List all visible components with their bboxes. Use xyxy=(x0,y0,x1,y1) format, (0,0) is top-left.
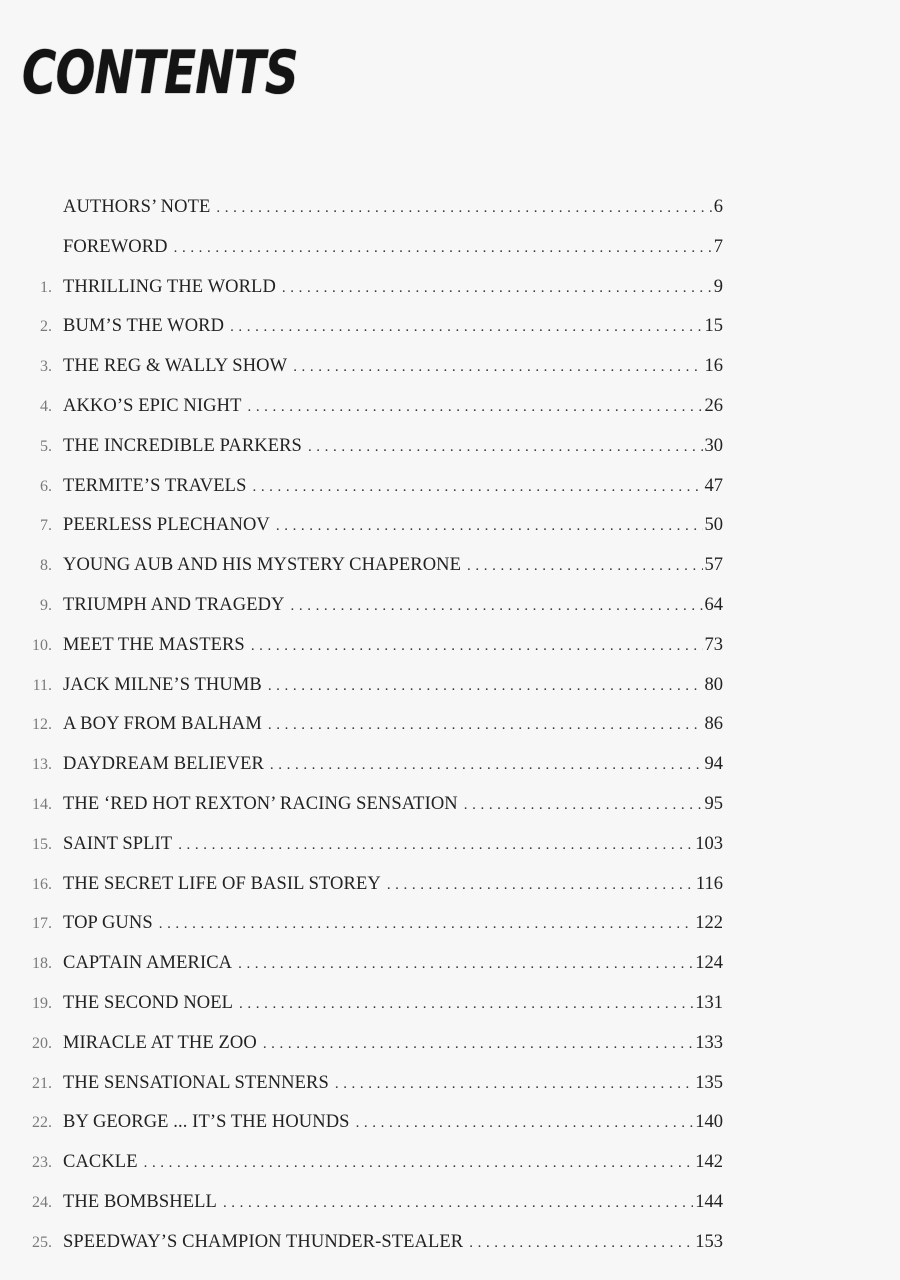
chapter-number: 12. xyxy=(32,716,52,734)
page-number: 140 xyxy=(695,1112,723,1133)
dot-leader xyxy=(263,1025,693,1065)
chapter-title: MEET THE MASTERS xyxy=(63,634,245,655)
chapter-number: 8. xyxy=(40,557,52,575)
toc-entry-line xyxy=(63,865,723,906)
toc-entry xyxy=(0,427,900,467)
chapter-number: 6. xyxy=(40,477,52,495)
dot-leader xyxy=(251,627,703,667)
toc-entry xyxy=(0,228,900,268)
chapter-title: THE SECOND NOEL xyxy=(63,992,234,1013)
toc-entry xyxy=(0,347,900,387)
toc-entry xyxy=(0,745,900,785)
chapter-number: 17. xyxy=(32,915,52,933)
dot-leader xyxy=(144,1144,694,1184)
chapter-title: DAYDREAM BELIEVER xyxy=(63,754,264,775)
toc-entry xyxy=(0,188,900,228)
toc-entry xyxy=(0,1024,900,1064)
page-number: 64 xyxy=(704,594,723,615)
chapter-title: THE ‘RED HOT REXTON’ RACING SENSATION xyxy=(63,793,458,814)
chapter-title: SAINT SPLIT xyxy=(63,833,173,854)
page-number: 7 xyxy=(713,236,723,257)
dot-leader xyxy=(464,786,703,826)
toc-entry-line xyxy=(63,944,723,985)
toc-entry xyxy=(0,1103,900,1143)
chapter-number: 25. xyxy=(32,1233,52,1251)
chapter-title: THE SENSATIONAL STENNERS xyxy=(63,1072,329,1093)
chapter-title: THE SECRET LIFE OF BASIL STOREY xyxy=(63,873,381,894)
chapter-title: SPEEDWAY’S CHAMPION THUNDER-STEALER xyxy=(63,1231,464,1252)
dot-leader xyxy=(268,706,703,746)
chapter-title: YOUNG AUB AND HIS MYSTERY CHAPERONE xyxy=(63,555,462,576)
page-number: 142 xyxy=(695,1152,723,1173)
chapter-title: CAPTAIN AMERICA xyxy=(63,953,233,974)
chapter-title: BY GEORGE ... IT’S THE HOUNDS xyxy=(63,1112,350,1133)
toc-entry-line xyxy=(63,785,723,826)
chapter-title: TRIUMPH AND TRAGEDY xyxy=(63,594,285,615)
toc-entry xyxy=(0,666,900,706)
chapter-number: 2. xyxy=(40,318,52,336)
chapter-title: FOREWORD xyxy=(63,236,168,257)
chapter-number: 14. xyxy=(32,795,52,813)
toc-entry xyxy=(0,467,900,507)
toc-entry xyxy=(0,268,900,308)
dot-leader xyxy=(469,1224,693,1264)
page-number: 73 xyxy=(704,634,723,655)
chapter-number: 20. xyxy=(32,1034,52,1052)
chapter-number: 10. xyxy=(32,636,52,654)
toc-entry xyxy=(0,546,900,586)
chapter-title: THE INCREDIBLE PARKERS xyxy=(63,435,302,456)
chapter-number: 24. xyxy=(32,1193,52,1211)
toc-entry-line xyxy=(63,347,723,388)
toc-entry-line xyxy=(63,1183,723,1224)
toc-entry-line xyxy=(63,467,723,508)
dot-leader xyxy=(247,388,702,428)
toc-entry-line xyxy=(63,586,723,627)
toc-entry xyxy=(0,1143,900,1183)
chapter-title: A BOY FROM BALHAM xyxy=(63,714,262,735)
page-number: 50 xyxy=(704,515,723,536)
chapter-title: MIRACLE AT THE ZOO xyxy=(63,1032,257,1053)
toc-entry xyxy=(0,944,900,984)
toc-entry xyxy=(0,1223,900,1263)
page-number: 26 xyxy=(704,395,723,416)
chapter-number: 16. xyxy=(32,875,52,893)
chapter-number: 15. xyxy=(32,835,52,853)
dot-leader xyxy=(293,348,702,388)
page-number: 47 xyxy=(704,475,723,496)
dot-leader xyxy=(387,866,694,906)
toc-entry-line xyxy=(63,666,723,707)
chapter-number: 5. xyxy=(40,437,52,455)
toc-entry xyxy=(0,865,900,905)
chapter-title: AUTHORS’ NOTE xyxy=(63,197,211,217)
toc-entry-line xyxy=(63,188,723,229)
page-number: 86 xyxy=(704,714,723,735)
chapter-title: THE REG & WALLY SHOW xyxy=(63,356,288,377)
dot-leader xyxy=(216,189,711,229)
page-title: CONTENTS xyxy=(22,38,298,108)
dot-leader xyxy=(276,507,703,547)
toc-entry-line xyxy=(63,546,723,587)
table-of-contents xyxy=(0,188,900,1263)
chapter-number: 3. xyxy=(40,358,52,376)
chapter-number: 22. xyxy=(32,1114,52,1132)
page-number: 153 xyxy=(695,1231,723,1252)
dot-leader xyxy=(282,269,712,309)
dot-leader xyxy=(174,229,712,269)
chapter-title: TOP GUNS xyxy=(63,913,153,934)
chapter-title: AKKO’S EPIC NIGHT xyxy=(63,395,242,416)
chapter-number: 9. xyxy=(40,596,52,614)
toc-entry-line xyxy=(63,984,723,1025)
chapter-number: 4. xyxy=(40,397,52,415)
toc-entry xyxy=(0,1183,900,1223)
page-number: 124 xyxy=(695,953,723,974)
toc-entry xyxy=(0,904,900,944)
toc-entry xyxy=(0,984,900,1024)
dot-leader xyxy=(223,1184,693,1224)
dot-leader xyxy=(308,428,703,468)
dot-leader xyxy=(239,985,693,1025)
dot-leader xyxy=(291,587,703,627)
page-number: 15 xyxy=(704,316,723,337)
toc-entry xyxy=(0,705,900,745)
chapter-number: 13. xyxy=(32,756,52,774)
chapter-number: 1. xyxy=(40,278,52,296)
page-number: 144 xyxy=(695,1191,723,1212)
toc-entry-line xyxy=(63,1064,723,1105)
toc-entry xyxy=(0,387,900,427)
chapter-number: 7. xyxy=(40,517,52,535)
dot-leader xyxy=(270,746,703,786)
toc-entry xyxy=(0,1064,900,1104)
dot-leader xyxy=(178,826,693,866)
toc-entry-line xyxy=(63,1024,723,1065)
dot-leader xyxy=(159,905,694,945)
chapter-title: JACK MILNE’S THUMB xyxy=(63,674,262,695)
chapter-number: 18. xyxy=(32,955,52,973)
chapter-number: 11. xyxy=(32,676,52,694)
page-number: 94 xyxy=(704,754,723,775)
dot-leader xyxy=(238,945,693,985)
dot-leader xyxy=(230,308,702,348)
chapter-number: 21. xyxy=(32,1074,52,1092)
dot-leader xyxy=(268,667,703,707)
page-number: 103 xyxy=(695,833,723,854)
toc-entry-line xyxy=(63,705,723,746)
toc-entry-line xyxy=(63,1223,723,1264)
dot-leader xyxy=(467,547,702,587)
chapter-title: BUM’S THE WORD xyxy=(63,316,225,337)
chapter-number: 23. xyxy=(32,1154,52,1172)
toc-entry xyxy=(0,307,900,347)
page-number: 80 xyxy=(704,674,723,695)
page-number: 16 xyxy=(704,356,723,377)
dot-leader xyxy=(335,1065,693,1105)
toc-entry-line xyxy=(63,268,723,309)
page-number: 6 xyxy=(713,197,723,217)
toc-entry-line xyxy=(63,626,723,667)
chapter-title: THRILLING THE WORLD xyxy=(63,276,276,297)
page-number: 131 xyxy=(695,992,723,1013)
toc-entry xyxy=(0,785,900,825)
toc-entry-line xyxy=(63,1143,723,1184)
page-number: 57 xyxy=(704,555,723,576)
toc-entry xyxy=(0,825,900,865)
chapter-title: PEERLESS PLECHANOV xyxy=(63,515,270,536)
toc-entry-line xyxy=(63,1103,723,1144)
toc-entry-line xyxy=(63,506,723,547)
page-number: 135 xyxy=(695,1072,723,1093)
page-number: 116 xyxy=(695,873,723,894)
toc-entry-line xyxy=(63,427,723,468)
dot-leader xyxy=(356,1104,694,1144)
toc-entry-line xyxy=(63,745,723,786)
dot-leader xyxy=(252,468,702,508)
toc-entry-line xyxy=(63,228,723,269)
toc-entry-line xyxy=(63,387,723,428)
chapter-title: TERMITE’S TRAVELS xyxy=(63,475,247,496)
page-number: 30 xyxy=(704,435,723,456)
toc-entry xyxy=(0,586,900,626)
toc-entry-line xyxy=(63,825,723,866)
page-number: 9 xyxy=(713,276,723,297)
page-number: 133 xyxy=(695,1032,723,1053)
chapter-title: CACKLE xyxy=(63,1152,138,1173)
chapter-title: THE BOMBSHELL xyxy=(63,1191,217,1212)
toc-entry xyxy=(0,506,900,546)
toc-entry-line xyxy=(63,904,723,945)
toc-entry xyxy=(0,626,900,666)
chapter-number: 19. xyxy=(32,994,52,1012)
toc-entry-line xyxy=(63,307,723,348)
page-number: 122 xyxy=(695,913,723,934)
page-number: 95 xyxy=(704,793,723,814)
